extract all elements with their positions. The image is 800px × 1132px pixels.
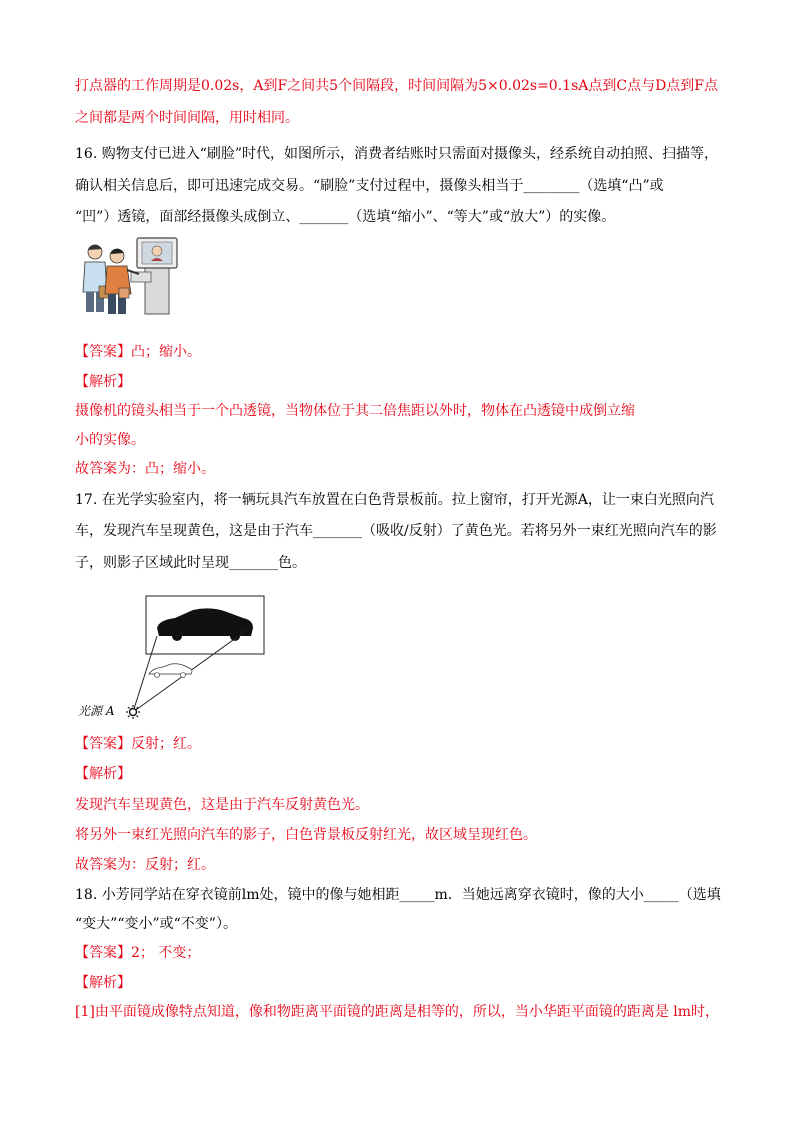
q16-analysis-title: 【解析】 <box>75 374 131 390</box>
q17-text-line-1: 17. 在光学实验室内，将一辆玩具汽车放置在白色背景板前。拉上窗帘，打开光源A，让一束白光照向汽 <box>75 492 714 508</box>
q17-text-line-3: 子，则影子区域此时呈现_______色。 <box>75 555 306 571</box>
q18-analysis-title: 【解析】 <box>75 975 131 991</box>
q17-conclusion: 故答案为：反射；红。 <box>75 857 215 873</box>
q17-analysis-title: 【解析】 <box>75 766 131 782</box>
q17-text-line-2: 车，发现汽车呈现黄色，这是由于汽车_______（吸收/反射）了黄色光。若将另外一束红光照向汽车的影 <box>75 523 717 539</box>
q18-answer: 【答案】2； 不变； <box>75 945 201 961</box>
q17-answer: 【答案】反射；红。 <box>75 736 201 752</box>
q16-analysis-line-2: 小的实像。 <box>75 432 145 448</box>
q16-answer: 【答案】凸；缩小。 <box>75 344 201 360</box>
intro-line-1: 打点器的工作周期是0.02s，A到F之间共5个间隔段，时间间隔为5×0.02s=0.1sA点到C点与D点到F点 <box>75 78 719 94</box>
light-source-label: 光源 A <box>78 704 115 718</box>
q17-analysis-line-2: 将另外一束红光照向汽车的影子，白色背景板反射红光，故区域呈现红色。 <box>75 827 537 843</box>
q16-text-line-2: 确认相关信息后，即可迅速完成交易。“刷脸”支付过程中，摄像头相当于________（选填“凸”或 <box>75 178 664 194</box>
q16-text-line-1: 16. 购物支付已进入“刷脸”时代，如图所示，消费者结账时只需面对摄像头，经系统自动拍照、扫描等， <box>75 146 719 162</box>
q16-text-line-3: “凹”）透镜，面部经摄像头成倒立、_______（选填“缩小”、“等大”或“放大”）的实像。 <box>75 209 616 225</box>
q16-analysis-line-1: 摄像机的镜头相当于一个凸透镜，当物体位于其二倍焦距以外时，物体在凸透镜中成倒立缩 <box>75 403 635 419</box>
q16-conclusion: 故答案为：凸；缩小。 <box>75 461 215 477</box>
light-source-car-figure <box>75 592 275 720</box>
face-payment-illustration <box>75 234 187 316</box>
q17-analysis-line-1: 发现汽车呈现黄色，这是由于汽车反射黄色光。 <box>75 797 369 813</box>
intro-line-2: 之间都是两个时间间隔，用时相同。 <box>75 110 299 126</box>
q18-text-line-1: 18. 小芳同学站在穿衣镜前lm处，镜中的像与她相距_____m．当她远离穿衣镜时，像的大小_____（选填 <box>75 887 721 903</box>
q18-text-line-2: “变大”“变小”或“不变”）。 <box>75 916 237 932</box>
q18-analysis-line-1: [1]由平面镜成像特点知道，像和物距离平面镜的距离是相等的，所以，当小华距平面镜的距离是 lm时， <box>75 1004 720 1020</box>
